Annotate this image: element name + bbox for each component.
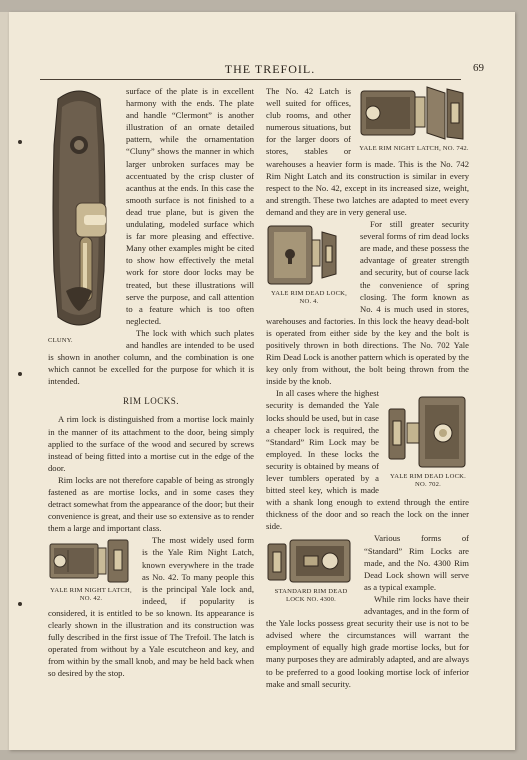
- no4-figure: [266, 222, 352, 306]
- dead-lock-paragraph: For still greater security several forms of rim dead locks are made, and these possess the advantage of greater strength and security, but of course lack the convenience of spring closing. The form known as No. 4 is much used in stores, warehouses and factories. In this lock the heavy dead-bolt is operated from either side by the key and the bolt is positively thrown in both directions. The No. 702 Yale Rim Dead Lock is another pattern which is operated by the key only from without, the bolt being thrown from the inside by the knob.: [266, 219, 469, 387]
- cluny-figure: [48, 85, 118, 345]
- latch-paragraph: The No. 42 Latch is well suited for offices, club rooms, and other numerous situations, but for the larger doors of stores, stables or warehouses a heavier form is made. This is the No. 742 Rim Night Latch and its construction is similar in every respect to the No. 42, except in its increased size, weight, and strength. These two latches are adapted to meet every demand and they are in very general use.: [266, 86, 469, 217]
- no742-figure: [359, 85, 469, 153]
- no702-caption: YALE RIM DEAD LOCK. NO. 702.: [390, 473, 466, 489]
- running-title: THE TREFOIL.: [224, 62, 316, 76]
- no4300-figure: [266, 536, 356, 604]
- left-column: [48, 85, 254, 680]
- cluny-caption: CLUNY.: [48, 337, 73, 344]
- binding-hole: [18, 372, 22, 376]
- running-header: [40, 62, 500, 78]
- no4300-caption: STANDARD RIM DEAD LOCK NO. 4300.: [274, 588, 348, 604]
- standard-types-paragraph: Various forms of “Standard” Rim Locks are made, and the No. 4300 Rim Dead Lock shown will serve as a typical example.: [364, 533, 469, 592]
- cluny-plate-icon: [48, 85, 110, 331]
- night-latch-742-icon: [359, 85, 467, 143]
- binding-edge: [0, 12, 9, 750]
- binding-hole: [18, 602, 22, 606]
- advantages-paragraph: While rim locks have their advantages, and in the form of the Yale locks possess great security their use is not to be advised where the circumstances will warrant the employment of equally high grade mortise locks, but for many purposes they are admirably adapted, and are always to be preferred to a good looking mortise lock of inferior make and small security.: [266, 593, 469, 689]
- dead-lock-702-icon: [387, 393, 467, 471]
- night-latch-42-icon: [48, 538, 132, 584]
- dead-lock-4300-icon: [266, 536, 354, 586]
- rim-paragraph-2: Rim locks are not therefore capable of being as strongly fastened as are mortise locks, and in some cases they detract somewhat from the appearance of the door; but their convenience is great, and their use so extensive as to render them a large and important class.: [48, 474, 254, 534]
- no742-caption: YALE RIM NIGHT LATCH, NO. 742.: [359, 145, 469, 152]
- section-heading-rim-locks: RIM LOCKS.: [122, 396, 179, 407]
- intro-paragraph-1: surface of the plate is in excellent harmony with the ends. The plate and handle “Clermont” is another illustration of an ornate detailed pattern, while the ornamentation “Cluny” shows the manner in which larger unbroken surfaces may be accentuated by the crisp cluster of acanthus at the ends. In this case the smooth surface is not finished to a dead true plane, but is given the undulating, modeled surface which is far more pleasing and effective. Many other examples might be cited to show how effectively the metal work for store door locks may be treated, but these illustrations will serve the purpose, and call attention to a feature which is too often neglected.: [126, 86, 254, 326]
- no4-caption: YALE RIM DEAD LOCK, NO. 4.: [271, 290, 347, 306]
- no42-figure: [48, 538, 134, 603]
- binding-hole: [18, 140, 22, 144]
- intro-paragraph-2: The lock with which such plates and handles are intended to be used is shown in another column, and the combination is one which cannot be excelled for the purpose for which it is intended.: [48, 327, 254, 387]
- rim-paragraph-3: The most widely used form is the Yale Rim Night Latch, known everywhere in the trade as No. 42. To many people this is the principal Yale lock and, indeed, if popularity is considered, it is entitled to be so known. Its appearance is clearly shown in the illustration and its construction was fully described in the first issue of The Trefoil. The latch is operated from without by a Yale escutcheon and key, and from within by the small knob, and may be held back when so desired by the stop.: [48, 535, 254, 679]
- no702-figure: [387, 393, 469, 489]
- header-rule: [40, 79, 461, 80]
- no42-caption: YALE RIM NIGHT LATCH, NO. 42.: [50, 587, 132, 603]
- page-number: 69: [473, 62, 484, 74]
- rim-paragraph-1: A rim lock is distinguished from a mortise lock mainly in the manner of its attachment to the door, being simply applied to the surface of the wood and secured by screws instead of being fitted into a mortise cut in the edge of the door.: [48, 414, 254, 473]
- right-column: [266, 85, 469, 690]
- standard-lock-paragraph: In all cases where the highest security is demanded the Yale locks should be used, but in case a cheaper lock is required, the “Standard” Rim Lock may be employed. In these locks the security is obtained by means of lever tumblers operated by a bitted steel key, which is made with a shank long enough to extend through the entire thickness of the door and so reach the lock on the inner side.: [266, 388, 469, 532]
- dead-lock-4-icon: [266, 222, 340, 288]
